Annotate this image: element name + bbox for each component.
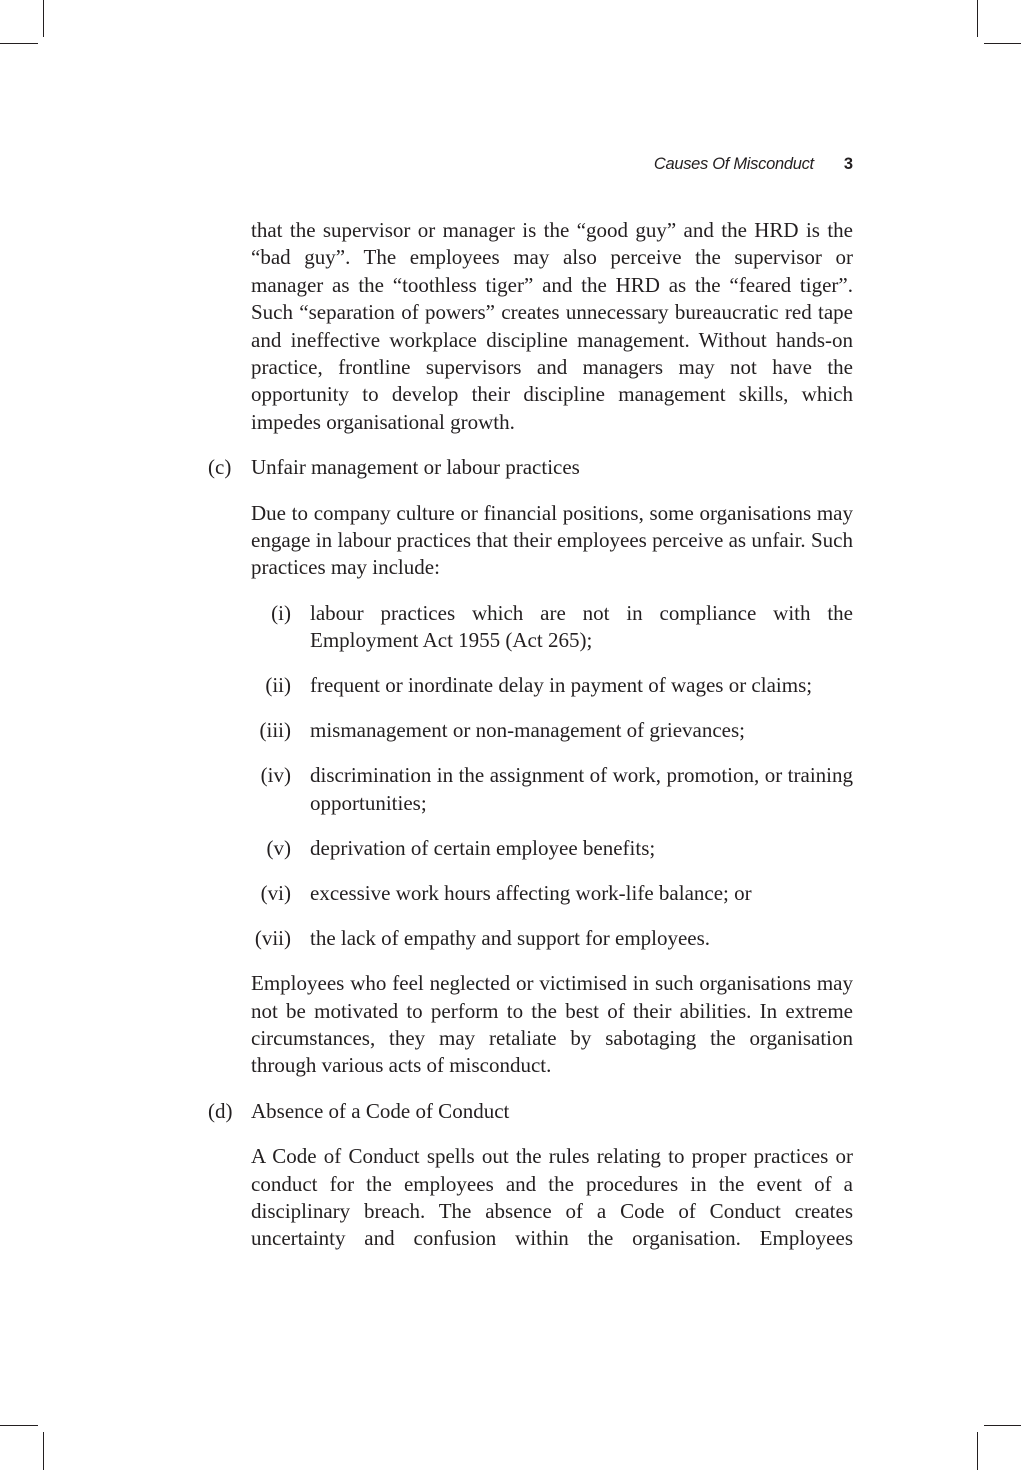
page-number: 3 [843, 155, 853, 173]
crop-mark [984, 43, 1021, 44]
list-item [251, 672, 853, 699]
list-item [251, 600, 853, 655]
list-item-number: (iv) [260, 763, 291, 788]
list-item [251, 925, 853, 952]
running-title: Causes Of Misconduct [653, 155, 814, 173]
list-item-number: (v) [266, 835, 291, 860]
crop-mark [977, 0, 978, 37]
list-item-text: discrimination in the assignment of work, promotion, or training opportunities; [310, 763, 853, 815]
practices-list [251, 600, 853, 952]
list-item-number: (vi) [260, 880, 291, 905]
section-c-title: Unfair management or labour practices [251, 455, 580, 480]
crop-mark [977, 1432, 978, 1470]
crop-mark [43, 1432, 44, 1470]
crop-mark [0, 43, 38, 44]
list-item-number: (i) [271, 600, 291, 625]
crop-mark [43, 0, 44, 37]
crop-mark [0, 1425, 38, 1426]
list-item-text: deprivation of certain employee benefits; [310, 835, 656, 860]
list-item-number: (iii) [259, 718, 291, 743]
section-c-label: (c) [208, 455, 232, 480]
section-c-paragraph-2: Employees who feel neglected or victimised in such organisations may not be motivated to perform to the best of their abilities. In extreme circumstances, they may retaliate by sabotaging the organisation through various acts of misconduct. [251, 971, 853, 1078]
list-item [251, 762, 853, 817]
list-item-text: the lack of empathy and support for employees. [310, 925, 711, 950]
section-c-paragraph-1: Due to company culture or financial positions, some organisations may engage in labour practices that their employees perceive as unfair. Such practices may include: [251, 500, 853, 580]
section-d-heading [208, 1098, 853, 1125]
list-item-number: (ii) [265, 673, 291, 698]
list-item [251, 835, 853, 862]
list-item-number: (vii) [254, 925, 291, 950]
list-item-text: frequent or inordinate delay in payment of wages or claims; [310, 673, 813, 698]
running-header [654, 153, 853, 175]
intro-paragraph: that the supervisor or manager is the “good guy” and the HRD is the “bad guy”. The employees may also perceive the supervisor or manager as the “toothless tiger” and the HRD as the “feared tiger”. Such “separation of powers” creates unnecessary bureaucratic red tape and ineffective workplace discipline management. Without hands-on practice, frontline supervisors and managers may not have the opportunity to develop their discipline management skills, which impedes organisational growth. [251, 218, 853, 434]
list-item-text: mismanagement or non-management of grievances; [310, 718, 746, 743]
list-item [251, 717, 853, 744]
section-d-paragraph-1: A Code of Conduct spells out the rules relating to proper practices or conduct for the employees and the procedures in the event of a disciplinary breach. The absence of a Code of Conduct creates uncertainty and confusion within the organisation. Employees [251, 1144, 853, 1251]
section-c-heading [208, 454, 853, 481]
list-item [251, 880, 853, 907]
crop-mark [984, 1425, 1021, 1426]
page-body [208, 217, 853, 1271]
section-d-title: Absence of a Code of Conduct [251, 1098, 510, 1123]
section-d-label: (d) [208, 1098, 233, 1123]
list-item-text: labour practices which are not in compliance with the Employment Act 1955 (Act 265); [310, 600, 853, 653]
list-item-text: excessive work hours affecting work-life balance; or [310, 880, 752, 905]
